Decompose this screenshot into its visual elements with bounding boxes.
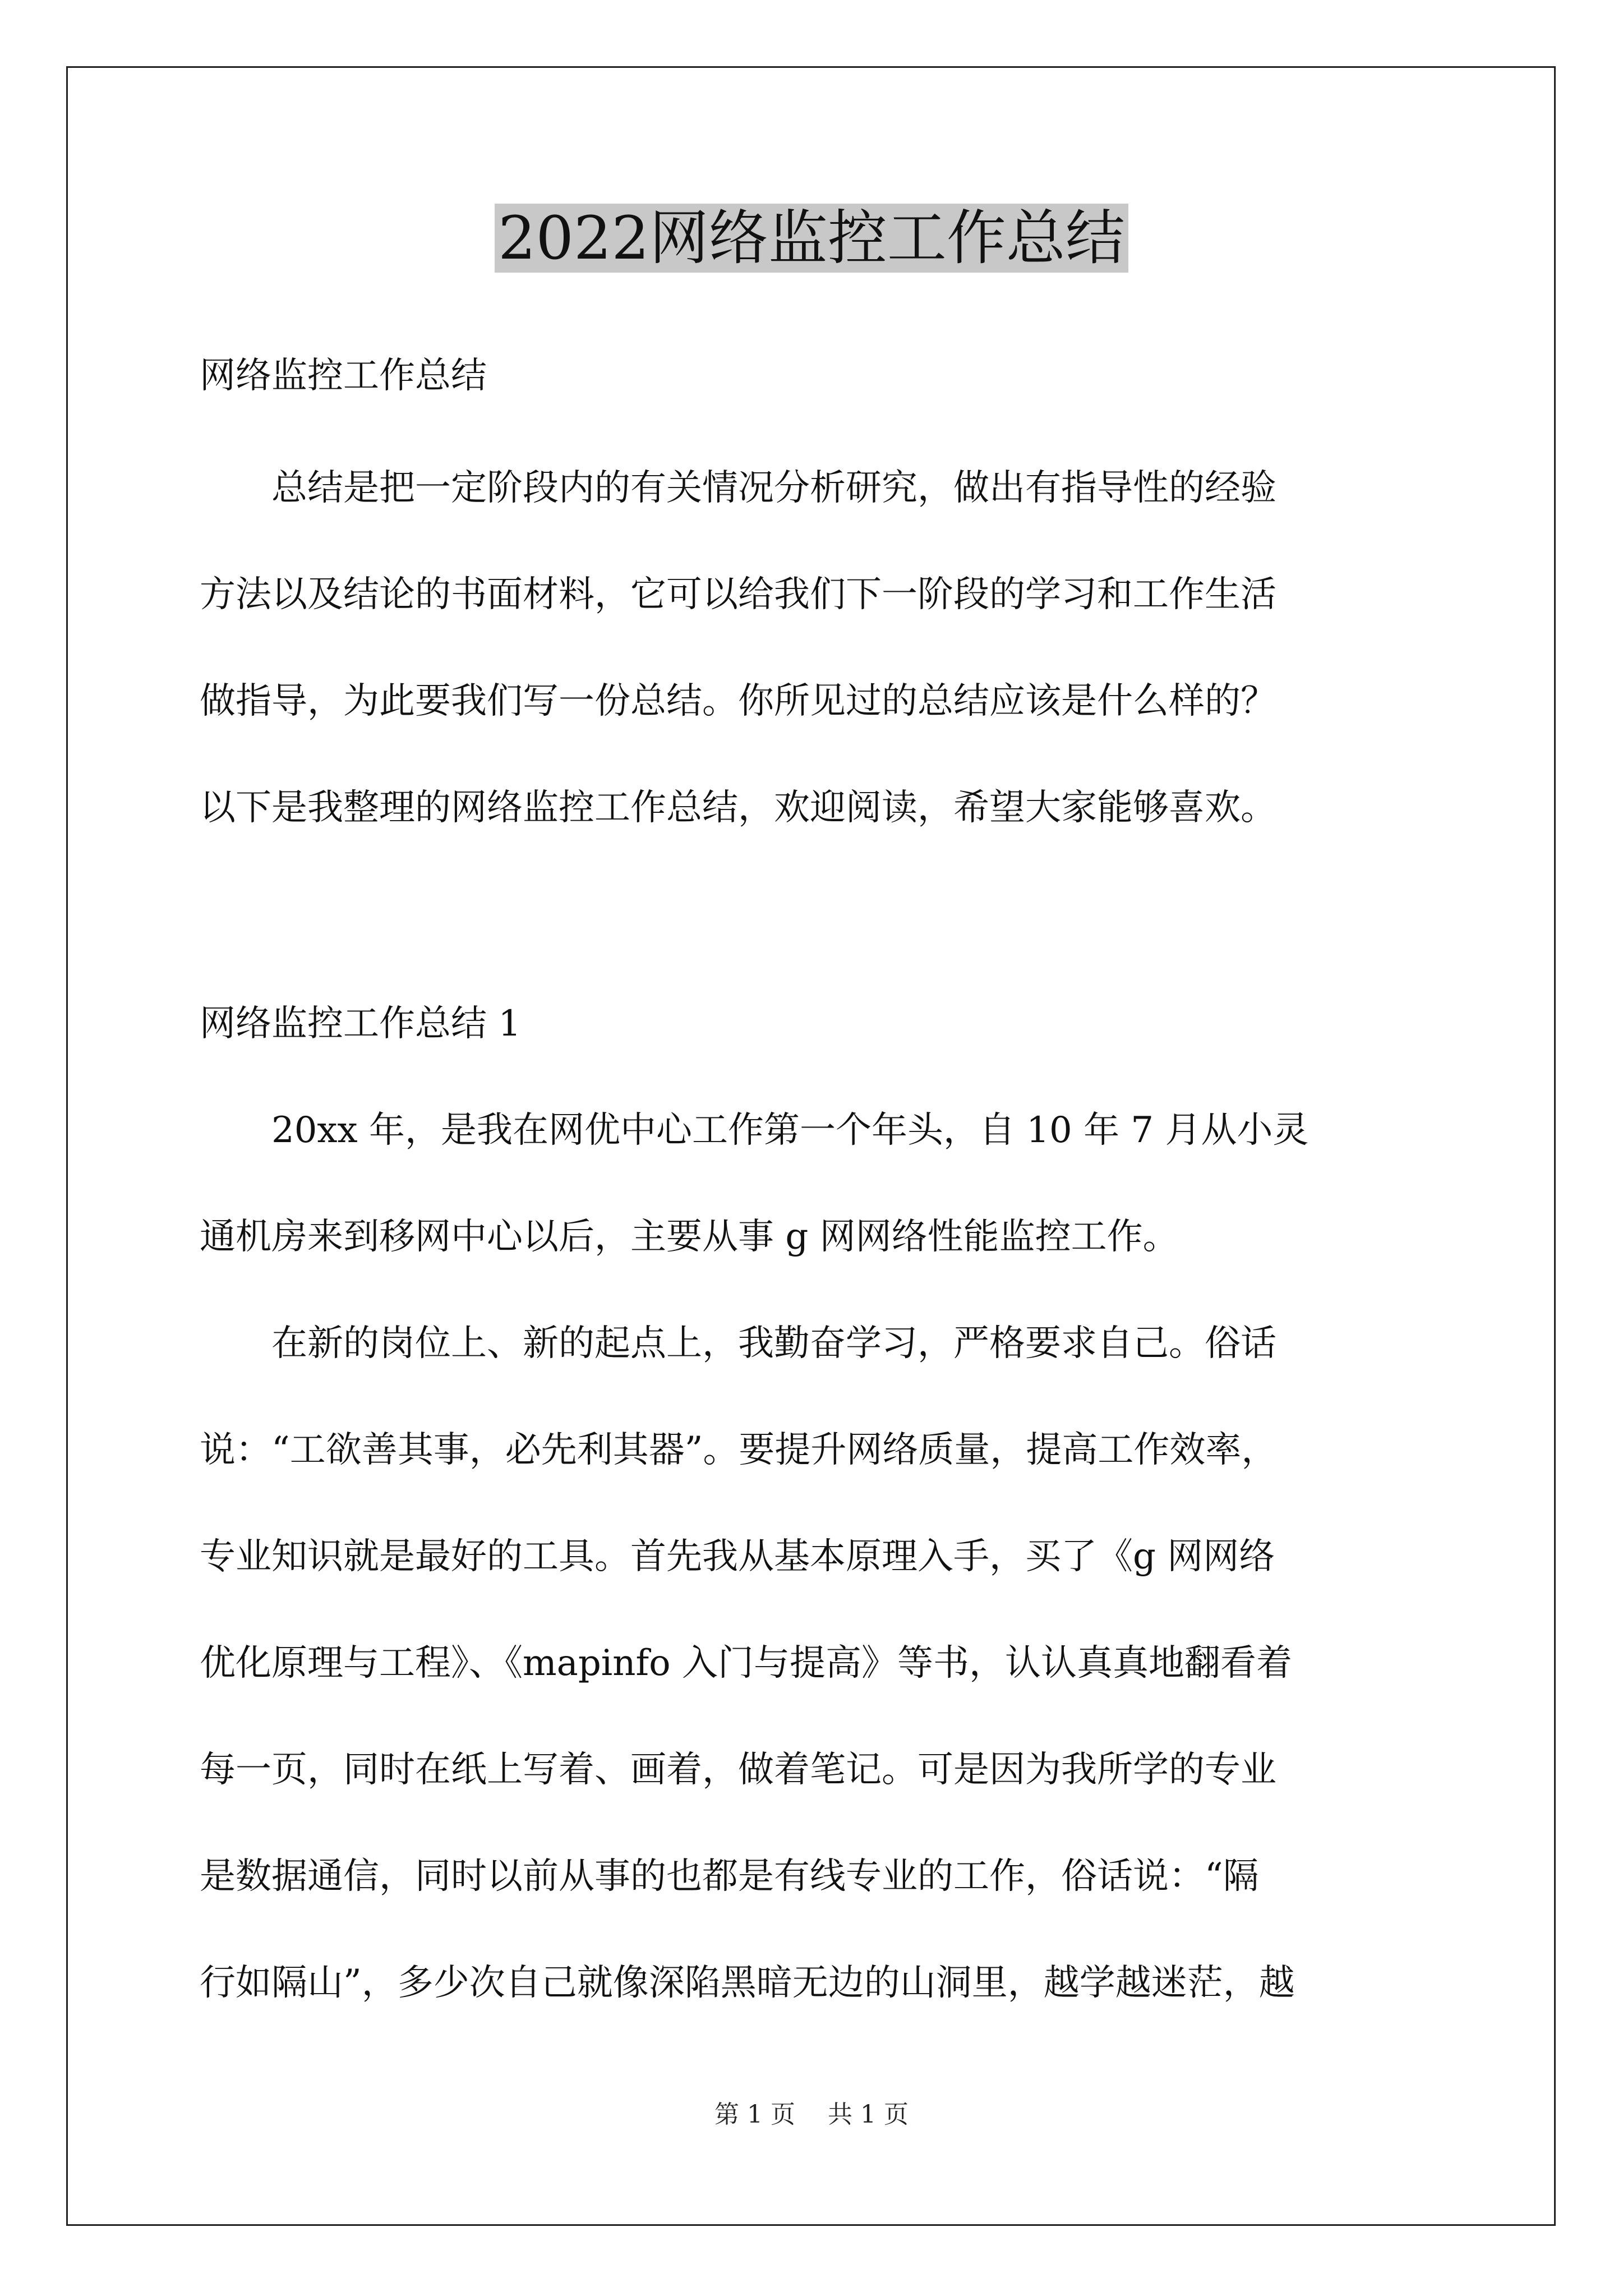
paragraph-line: 方法以及结论的书面材料，它可以给我们下一阶段的学习和工作生活: [200, 574, 1276, 615]
paragraph-line: 通机房来到移网中心以后，主要从事 g 网网络性能监控工作。: [200, 1216, 1179, 1258]
paragraph-line: 在新的岗位上、新的起点上，我勤奋学习，严格要求自己。俗话: [200, 1323, 1276, 1364]
paragraph-line: 以下是我整理的网络监控工作总结，欢迎阅读，希望大家能够喜欢。: [200, 787, 1276, 829]
paragraph-line: 行如隔山”，多少次自己就像深陷黑暗无边的山洞里，越学越迷茫，越: [200, 1962, 1295, 2004]
paragraph-line: 说：“工欲善其事，必先利其器”。要提升网络质量，提高工作效率，: [200, 1429, 1278, 1471]
section-heading: 网络监控工作总结: [200, 355, 487, 397]
paragraph-line: 优化原理与工程》、《mapinfo 入门与提高》等书，认认真真地翻看着: [200, 1642, 1293, 1684]
paragraph-line: 做指导，为此要我们写一份总结。你所见过的总结应该是什么样的？: [200, 680, 1276, 722]
paragraph-line: 是数据通信，同时以前从事的也都是有线专业的工作，俗话说：“隔: [200, 1856, 1259, 1897]
document-title: [0, 202, 1623, 275]
page-number: 第 1 页: [714, 2100, 795, 2129]
document-title-text: 2022网络监控工作总结: [495, 204, 1128, 273]
page-total: 共 1 页: [828, 2100, 909, 2129]
paragraph-line: 总结是把一定阶段内的有关情况分析研究，做出有指导性的经验: [200, 467, 1276, 509]
paragraph-line: 专业知识就是最好的工具。首先我从基本原理入手，买了《g 网网络: [200, 1536, 1275, 1577]
paragraph-line: 每一页，同时在纸上写着、画着，做着笔记。可是因为我所学的专业: [200, 1749, 1276, 1791]
page-footer: [0, 2098, 1623, 2132]
paragraph-line: 20xx 年，是我在网优中心工作第一个年头，自 10 年 7 月从小灵: [200, 1110, 1309, 1151]
section-heading: 网络监控工作总结 1: [200, 1003, 522, 1045]
